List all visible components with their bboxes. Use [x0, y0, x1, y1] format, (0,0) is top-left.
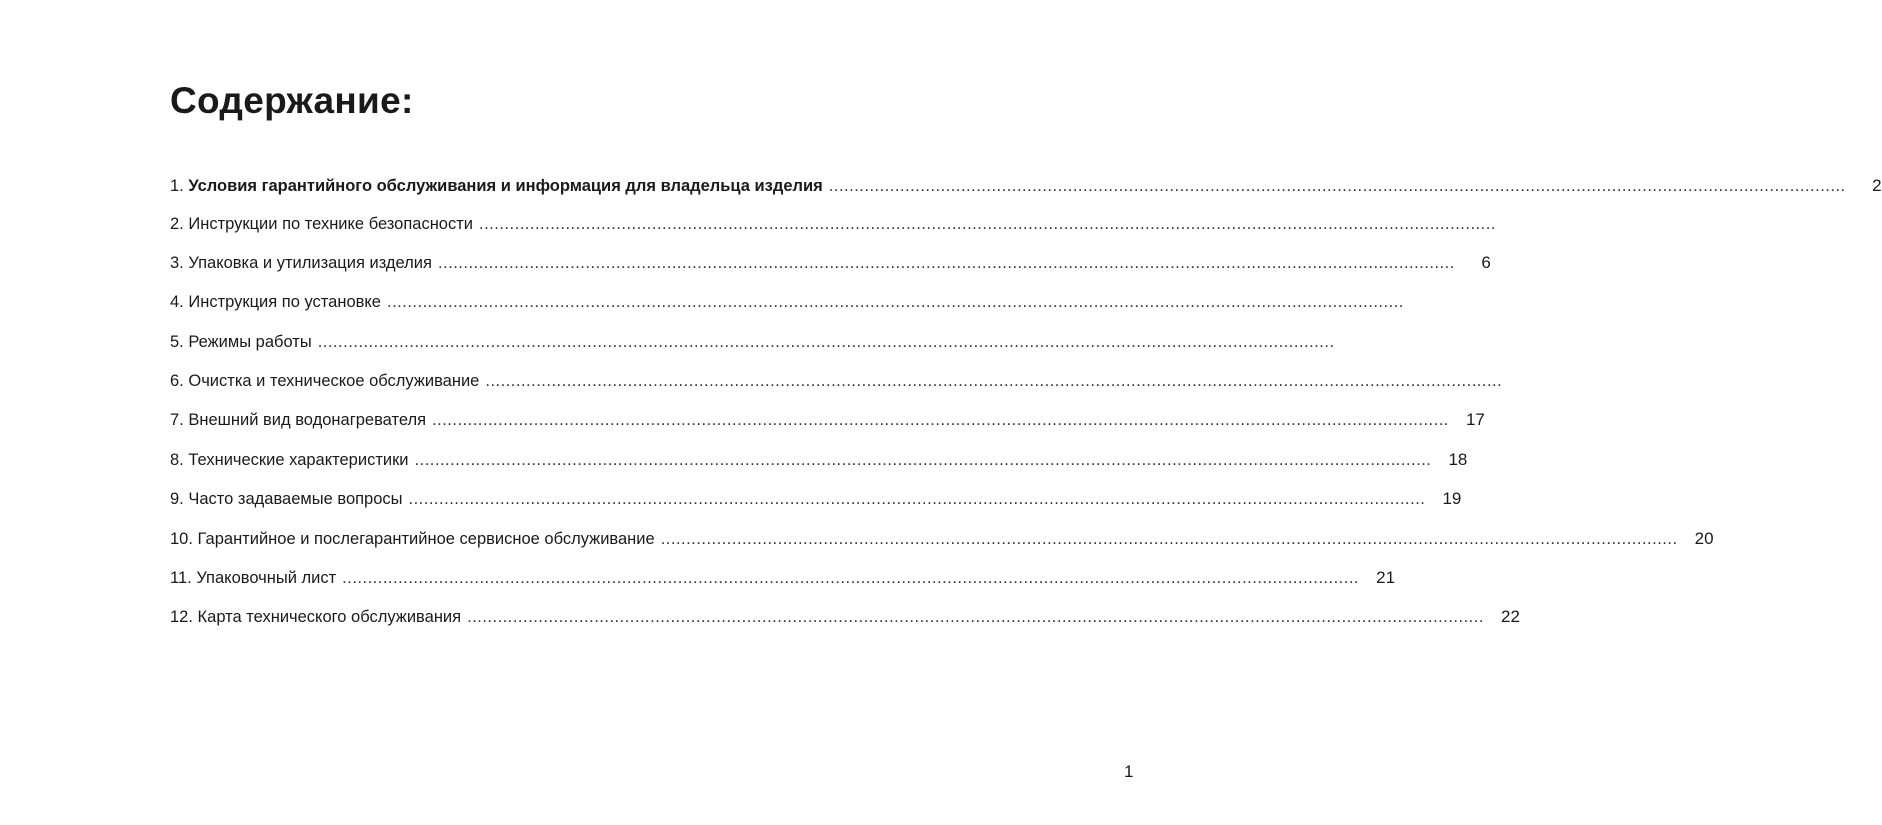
toc-entry-number: 12.: [170, 608, 193, 626]
toc-entry-page: 20: [1694, 529, 1714, 548]
toc-leader-dots: ........................................................................................................................................................................................................: [479, 215, 1496, 233]
toc-entry-page: 6: [1481, 253, 1491, 272]
toc-entry-number: 11.: [170, 569, 192, 587]
toc-entry-title: Очистка и техническое обслуживание: [188, 372, 480, 390]
toc-leader-dots: ........................................................................................................................................................................................................: [408, 490, 1426, 508]
toc-entry-label: [170, 530, 655, 549]
toc-entry-number: 6.: [170, 372, 184, 390]
toc-entry-page: 22: [1501, 607, 1520, 626]
toc-entry-number: 2.: [170, 215, 184, 233]
toc-entry-title: Условия гарантийного обслуживания и информация для владельца изделия: [188, 177, 823, 195]
toc-leader-dots: ........................................................................................................................................................................................................: [660, 530, 1678, 548]
toc-entry-label: [170, 215, 473, 234]
toc-entry: [170, 286, 1404, 312]
toc-leader-dots: ........................................................................................................................................................................................................: [432, 411, 1449, 429]
toc-leader-dots: ........................................................................................................................................................................................................: [386, 293, 1404, 311]
toc-entry: [170, 601, 1520, 627]
toc-entry-number: 7.: [170, 411, 184, 429]
toc-entry-label: [170, 177, 823, 196]
toc-entry: [170, 208, 1496, 234]
toc-entry-title: Внешний вид водонагревателя: [188, 411, 427, 429]
toc-entry-number: 9.: [170, 490, 184, 508]
toc-entry-number: 10.: [170, 530, 193, 548]
toc-entry-number: 1.: [170, 177, 184, 195]
toc-entry-label: [170, 569, 336, 588]
toc-entry-label: [170, 608, 461, 627]
toc-leader-dots: ........................................................................................................................................................................................................: [437, 254, 1455, 272]
page-title: Содержание:: [170, 80, 414, 121]
toc-entry: [170, 483, 1462, 509]
toc-entry-label: [170, 411, 426, 430]
toc-entry-page: 21: [1376, 568, 1396, 587]
toc-leader-dots: ........................................................................................................................................................................................................: [828, 177, 1846, 195]
toc-entry-page: 17: [1465, 410, 1485, 429]
toc-leader-dots: ........................................................................................................................................................................................................: [317, 333, 1335, 351]
toc-entry-number: 8.: [170, 451, 184, 469]
toc-entry-page: 18: [1448, 450, 1468, 469]
toc-leader-dots: ........................................................................................................................................................................................................: [414, 451, 1432, 469]
toc-entry-label: [170, 293, 381, 312]
toc-entry-page: 2: [1872, 176, 1882, 195]
toc-leader-dots: ........................................................................................................................................................................................................: [342, 569, 1360, 587]
toc-leader-dots: ........................................................................................................................................................................................................: [485, 372, 1503, 390]
toc-entry: [170, 562, 1396, 588]
toc-entry: [170, 247, 1491, 273]
toc-entry: [170, 523, 1714, 549]
toc-entry-label: [170, 451, 409, 470]
toc-entry-label: [170, 254, 432, 273]
toc-leader-dots: ........................................................................................................................................................................................................: [467, 608, 1484, 626]
toc-entry-title: Режимы работы: [188, 333, 312, 351]
toc-entry-page: 19: [1442, 489, 1462, 508]
toc-entry-title: Инструкции по технике безопасности: [188, 215, 474, 233]
toc-entry-label: [170, 333, 312, 352]
toc-entry-number: 3.: [170, 254, 184, 272]
toc-entry-title: Инструкция по установке: [188, 293, 381, 311]
toc-entry-title: Карта технического обслуживания: [197, 608, 462, 626]
page-number: 1: [1124, 762, 1134, 781]
toc-entry-label: [170, 372, 479, 391]
toc-entry-title: Часто задаваемые вопросы: [188, 490, 403, 508]
toc-entry: [170, 170, 1882, 196]
toc-entry-title: Упаковочный лист: [196, 569, 337, 587]
toc-entry-label: [170, 490, 403, 509]
toc-entry: [170, 444, 1468, 470]
toc-entry-title: Технические характеристики: [188, 451, 409, 469]
toc-entry-title: Упаковка и утилизация изделия: [188, 254, 432, 272]
toc-entry-number: 4.: [170, 293, 184, 311]
toc-entry-title: Гарантийное и послегарантийное сервисное обслуживание: [197, 530, 655, 548]
toc-entry: [170, 365, 1503, 391]
toc-entry: [170, 326, 1335, 352]
toc-entry: [170, 404, 1485, 430]
toc-entry-number: 5.: [170, 333, 184, 351]
